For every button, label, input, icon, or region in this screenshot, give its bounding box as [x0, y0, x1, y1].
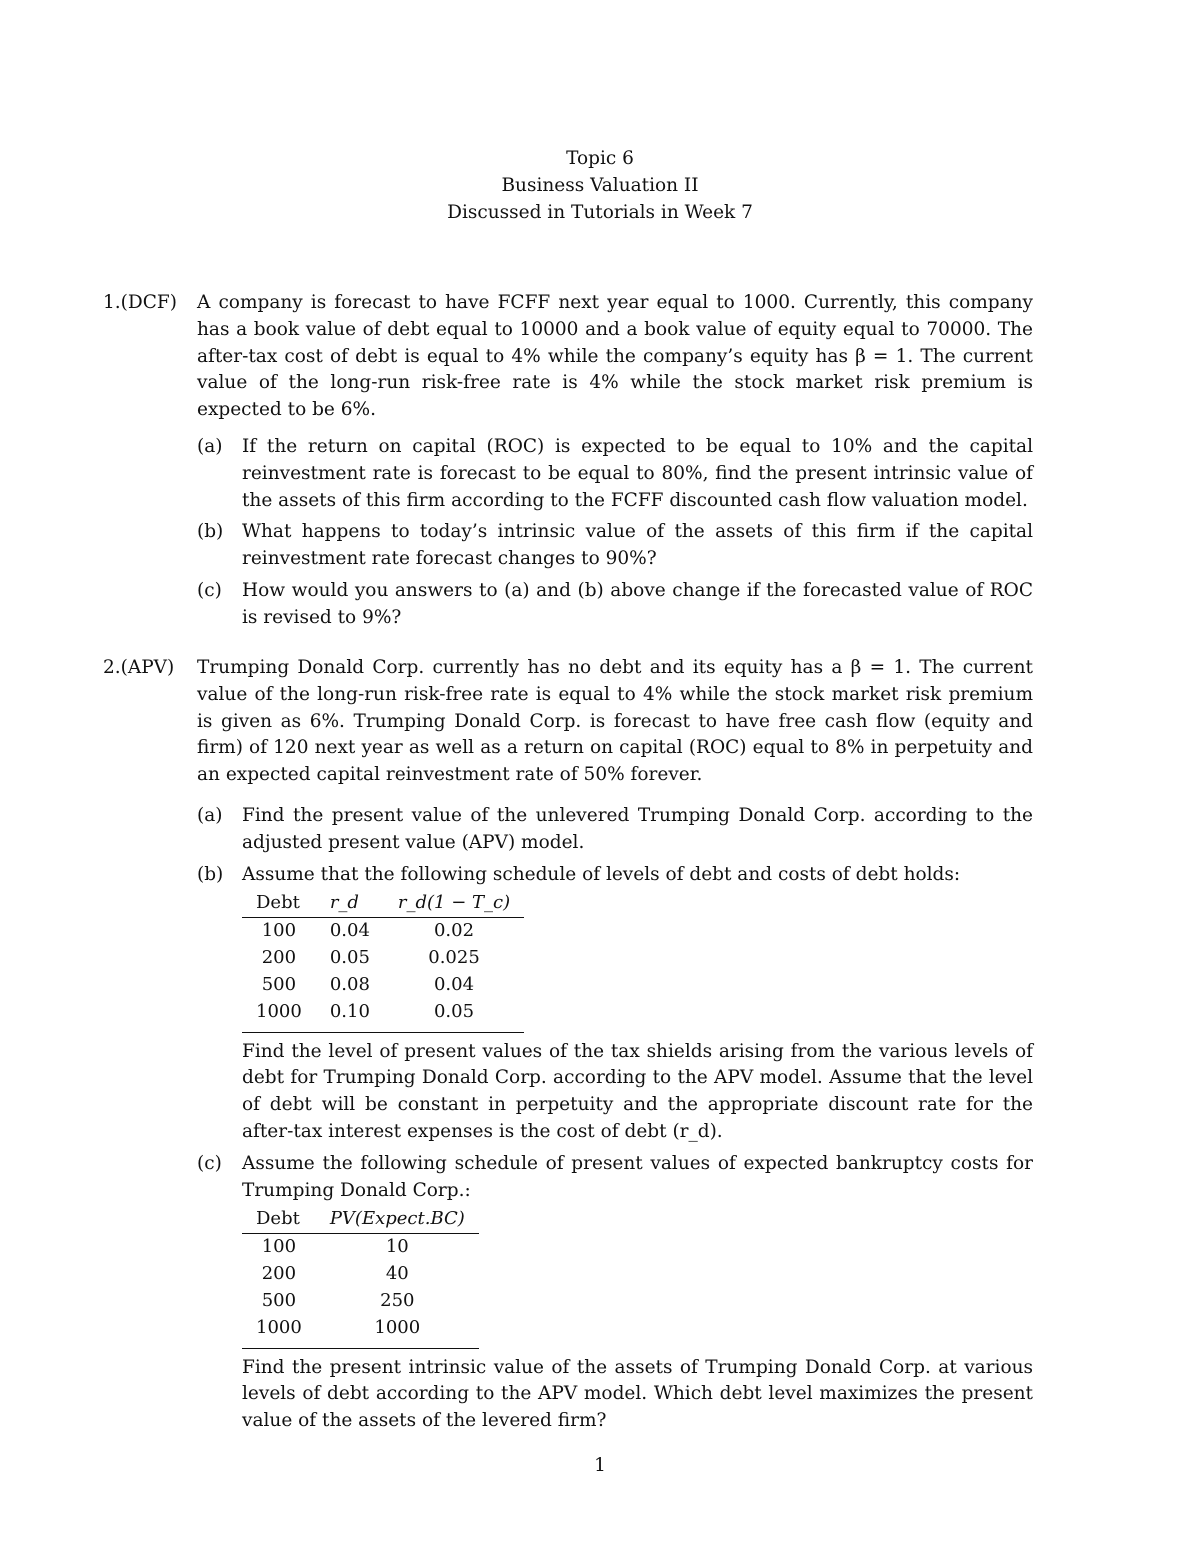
table-cell: 40	[385, 1263, 409, 1285]
question-2-text: Trumping Donald Corp. currently has no debt and its equity has a β = 1. The current value of the long-run risk-free rate is equal to 4% while the stock market risk premium is given as 6%. Trumping Donald Corp. is forecast to have free cash flow (equity and firm) of 120 next year as well as a return on capital (ROC) equal to 8% in perpetuity and an expected capital reinvestment rate of 50% forever.	[197, 657, 1033, 786]
table-row	[242, 999, 524, 1032]
table-cell: 100	[261, 1236, 297, 1258]
question-1-text: A company is forecast to have FCFF next year equal to 1000. Currently, this company has a book value of debt equal to 10000 and a book value of equity equal to 70000. The after-tax cost of debt is equal to 4% while the company’s equity has β = 1. The current value of the long-run risk-free rate is 4% while the stock market risk premium is expected to be 6%.	[197, 292, 1033, 421]
question-1-label: 1.(DCF)	[103, 292, 177, 313]
table-cell: 0.10	[316, 999, 384, 1032]
table-cell: 0.05	[384, 999, 524, 1032]
part-followup: Find the present intrinsic value of the assets of Trumping Donald Corp. at various levels of debt according to the APV model. Which debt level maximizes the present value of the assets of the levered firm?	[242, 1356, 1033, 1432]
table-header: r_d	[316, 890, 384, 918]
table-cell: 10	[385, 1236, 409, 1258]
topic-title: Topic 6	[566, 148, 634, 169]
part-text: What happens to today’s intrinsic value of the assets of this firm if the capital reinvestment rate forecast changes to 90%?	[242, 521, 1033, 570]
question-1-part-a	[197, 434, 1033, 514]
table-cell: 500	[261, 973, 297, 995]
table-cell: 200	[261, 1263, 297, 1285]
part-text: Find the present value of the unlevered Trumping Donald Corp. according to the adjusted present value (APV) model.	[242, 804, 1033, 853]
table-row	[242, 972, 524, 999]
table-cell: 1000	[316, 1315, 479, 1348]
tutorial-note: Discussed in Tutorials in Week 7	[447, 202, 753, 223]
table-cell: 0.08	[329, 973, 370, 995]
subject-title: Business Valuation II	[501, 175, 699, 196]
table-row	[242, 945, 524, 972]
table-cell: 250	[380, 1289, 415, 1311]
table-cell: 0.04	[433, 973, 475, 995]
table-row	[242, 1261, 479, 1288]
table-cell: 500	[261, 1289, 297, 1311]
question-1-part-c	[197, 578, 1033, 632]
part-label: (c)	[197, 579, 222, 601]
part-intro: Assume the following schedule of present values of expected bankruptcy costs for Trumping Donald Corp.:	[242, 1152, 1033, 1201]
part-text: How would you answers to (a) and (b) above change if the forecasted value of ROC is revised to 9%?	[242, 579, 1033, 628]
question-2-part-b	[197, 862, 1033, 1146]
table-cell: 100	[261, 920, 297, 942]
part-text: If the return on capital (ROC) is expected to be equal to 10% and the capital reinvestment rate is forecast to be equal to 80%, find the present intrinsic value of the assets of this firm according to the FCFF discounted cash flow valuation model.	[242, 435, 1033, 511]
table-row	[242, 1315, 479, 1348]
table-cell: 200	[261, 947, 297, 969]
table-row	[242, 1234, 479, 1261]
table-header: Debt	[242, 890, 316, 918]
part-label: (b)	[197, 521, 224, 543]
part-label: (c)	[197, 1152, 222, 1174]
document-header	[0, 145, 1200, 226]
table-cell: 1000	[242, 1315, 316, 1348]
question-2-part-c	[197, 1151, 1033, 1435]
part-followup: Find the level of present values of the tax shields arising from the various levels of debt for Trumping Donald Corp. according to the APV model. Assume that the level of debt will be constant in perpetuity and the appropriate discount rate for the after-tax interest expenses is the cost of debt (r_d).	[242, 1040, 1033, 1142]
part-label: (a)	[197, 435, 223, 457]
table-header: r_d(1 − T_c)	[384, 890, 524, 918]
bankruptcy-cost-table	[242, 1206, 479, 1348]
table-header: Debt	[242, 1206, 316, 1234]
question-2	[103, 655, 1033, 1435]
part-label: (b)	[197, 863, 224, 885]
table-header: PV(Expect.BC)	[316, 1206, 479, 1234]
question-1	[103, 290, 1033, 632]
table-cell: 0.025	[428, 947, 480, 969]
question-2-part-a	[197, 803, 1033, 857]
page-number: 1	[594, 1455, 606, 1476]
table-cell: 1000	[242, 999, 316, 1032]
table-row	[242, 918, 524, 945]
part-label: (a)	[197, 804, 223, 826]
table-cell: 0.02	[433, 920, 475, 942]
table-cell: 0.05	[329, 947, 370, 969]
question-2-label: 2.(APV)	[103, 657, 175, 678]
part-intro: Assume that the following schedule of levels of debt and costs of debt holds:	[242, 863, 961, 885]
debt-cost-table	[242, 890, 524, 1032]
table-row	[242, 1288, 479, 1315]
question-1-part-b	[197, 519, 1033, 573]
table-cell: 0.04	[329, 920, 370, 942]
